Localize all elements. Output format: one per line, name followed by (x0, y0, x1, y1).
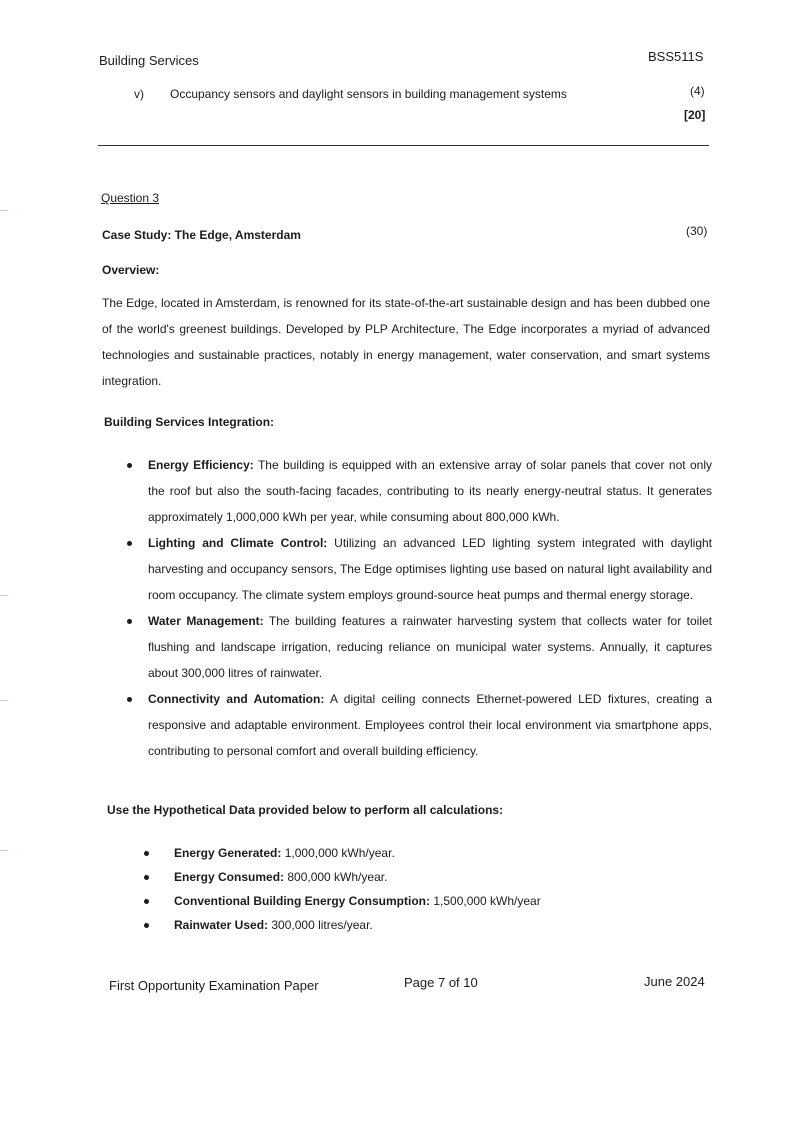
bullet-icon (127, 463, 132, 468)
data-label: Rainwater Used: (174, 918, 269, 932)
list-item (148, 452, 712, 530)
data-label: Energy Generated: (174, 846, 282, 860)
sub-question-text: Occupancy sensors and daylight sensors in building management systems (170, 87, 567, 101)
overview-heading: Overview: (102, 263, 160, 277)
service-label: Lighting and Climate Control: (148, 536, 328, 550)
bullet-icon (127, 541, 132, 546)
footer-exam-name: First Opportunity Examination Paper (109, 978, 319, 993)
data-label: Conventional Building Energy Consumption: (174, 894, 430, 908)
exam-date: June 2024 (644, 974, 705, 989)
scan-artifact (0, 210, 8, 211)
data-value: 800,000 kWh/year. (284, 870, 388, 884)
bullet-icon (144, 875, 149, 880)
list-item (148, 530, 712, 608)
question-marks: (30) (686, 224, 708, 238)
service-label: Connectivity and Automation: (148, 692, 325, 706)
scan-artifact (0, 850, 8, 851)
bullet-icon (144, 899, 149, 904)
page-number: Page 7 of 10 (404, 975, 478, 990)
section-divider (98, 145, 709, 146)
scan-artifact (0, 595, 8, 596)
bullet-icon (127, 619, 132, 624)
question-title: Question 3 (101, 191, 160, 205)
service-text: Utilizing an advanced LED lighting system integrated with daylight harvesting and occupancy sensors, The Edge optimises lighting use based on natural light availability and room occupancy. The climate system employs ground-source heat pumps and thermal energy storage. (148, 536, 713, 602)
data-heading: Use the Hypothetical Data provided below to perform all calculations: (107, 803, 504, 817)
list-item (148, 608, 712, 686)
overview-paragraph: The Edge, located in Amsterdam, is renowned for its state-of-the-art sustainable design and has been dubbed one of the world's greenest buildings. Developed by PLP Architecture, The Edge incorporates a myriad of advanced technologies and sustainable practices, notably in energy management, water conservation, and smart systems integration. (102, 296, 710, 388)
data-value: 300,000 litres/year. (268, 918, 373, 932)
service-text: A digital ceiling connects Ethernet-powered LED fixtures, creating a responsive and adaptable environment. Employees control their local environment via smartphone apps, contributing to personal comfort and overall building efficiency. (148, 692, 712, 758)
integration-heading: Building Services Integration: (104, 415, 275, 429)
question-total-marks: [20] (684, 108, 706, 122)
list-item (148, 686, 712, 764)
sub-question-numeral: v) (134, 87, 144, 101)
service-label: Water Management: (148, 614, 264, 628)
bullet-icon (144, 923, 149, 928)
data-value: 1,000,000 kWh/year. (281, 846, 395, 860)
service-text: The building features a rainwater harvesting system that collects water for toilet flushing and landscape irrigation, reducing reliance on municipal water systems. Annually, it captures about 300,000 litres of rainwater. (148, 614, 712, 680)
service-label: Energy Efficiency: (148, 458, 254, 472)
sub-question-marks: (4) (690, 84, 705, 98)
bullet-icon (127, 697, 132, 702)
list-item (174, 889, 694, 913)
list-item (174, 865, 694, 889)
data-value: 1,500,000 kWh/year (430, 894, 541, 908)
scan-artifact (0, 700, 8, 701)
services-list (148, 452, 712, 764)
bullet-icon (144, 851, 149, 856)
data-list (174, 841, 694, 937)
data-label: Energy Consumed: (174, 870, 285, 884)
course-code: BSS511S (648, 49, 704, 64)
list-item (174, 913, 694, 937)
case-study-title: Case Study: The Edge, Amsterdam (102, 228, 301, 242)
list-item (174, 841, 694, 865)
course-title: Building Services (99, 53, 199, 68)
service-text: The building is equipped with an extensive array of solar panels that cover not only the roof but also the south-facing facades, contributing to its nearly energy-neutral status. It generates approximately 1,000,000 kWh per year, while consuming about 800,000 kWh. (148, 458, 712, 524)
